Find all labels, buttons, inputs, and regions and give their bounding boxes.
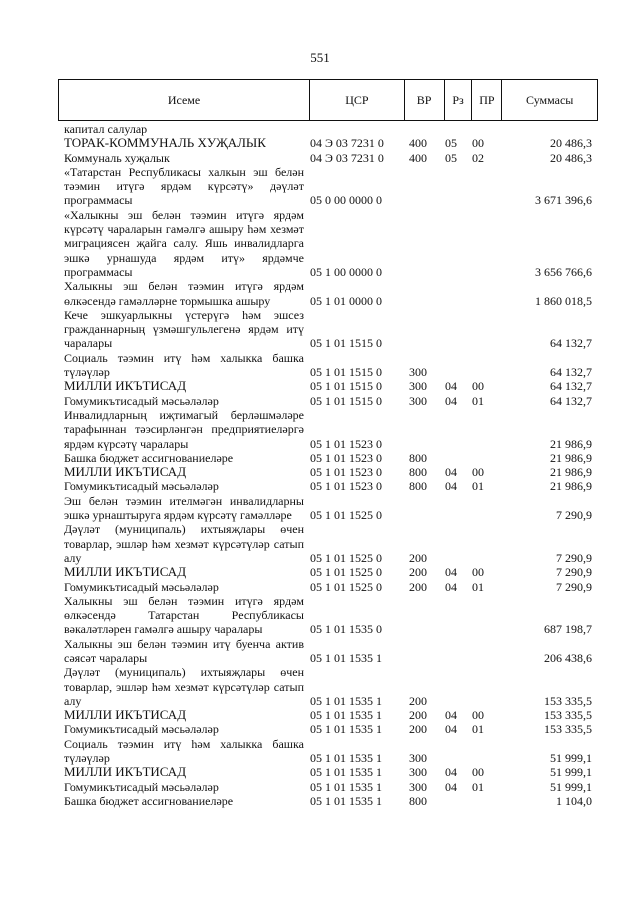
row-sum: 64 132,7: [550, 336, 592, 351]
table-row: [64, 479, 620, 493]
row-rz: 04: [445, 779, 457, 794]
row-rz: 05: [445, 150, 457, 165]
row-name: Гомумикътисадый мәсьәләләр: [64, 579, 219, 594]
row-name: Социаль тәэмин итү һәм халыкка башка түләүләр: [64, 350, 304, 380]
row-pr: 01: [472, 779, 484, 794]
row-pr: 00: [472, 379, 484, 394]
row-csr: 05 1 01 1515 0: [310, 393, 382, 408]
row-csr: 05 1 01 1523 0: [310, 436, 382, 451]
row-csr: 05 1 01 1535 1: [310, 793, 382, 808]
row-sum: 7 290,9: [556, 508, 592, 523]
header-pr: ПР: [472, 80, 502, 120]
row-rz: 04: [445, 465, 457, 480]
row-csr: 05 1 01 1525 0: [310, 508, 382, 523]
table-row: [64, 494, 620, 523]
row-rz: 04: [445, 565, 457, 580]
row-vr: 400: [409, 150, 427, 165]
row-name: Инвалидларның иҗтимагый берләшмәләре тарафыннан тәэсирләнгән предприятиеләргә ярдәм күрсәтү чаралары: [64, 407, 304, 451]
row-vr: 300: [409, 379, 427, 394]
row-pr: 01: [472, 479, 484, 494]
row-sum: 20 486,3: [550, 150, 592, 165]
row-sum: 7 290,9: [556, 579, 592, 594]
row-sum: 3 671 396,6: [535, 193, 592, 208]
table-row: [64, 765, 620, 779]
row-vr: 800: [409, 450, 427, 465]
row-pr: 01: [472, 393, 484, 408]
table-row: [64, 279, 620, 308]
row-sum: 21 986,9: [550, 465, 592, 480]
row-sum: 21 986,9: [550, 479, 592, 494]
row-sum: 51 999,1: [550, 779, 592, 794]
row-name: «Татарстан Республикасы халкын эш белән тәэмин итүгә ярдәм күрсәтү» дәүләт программасы: [64, 164, 304, 208]
header-sum: Суммасы: [526, 92, 574, 107]
header-rz: Рз: [445, 80, 473, 120]
row-csr: 05 1 01 1535 1: [310, 708, 382, 723]
row-vr: 200: [409, 708, 427, 723]
row-name: Халыкны эш белән тәэмин итүгә ярдәм өлкәсендә гамәлләрне тормышка ашыру: [64, 279, 304, 308]
table-row: [64, 794, 620, 808]
row-name: Социаль тәэмин итү һәм халыкка башка түләүләр: [64, 736, 304, 766]
row-name: Гомумикътисадый мәсьәләләр: [64, 479, 219, 494]
table-row: [64, 122, 620, 136]
row-rz: 04: [445, 708, 457, 723]
row-sum: 7 290,9: [556, 550, 592, 565]
row-pr: 01: [472, 579, 484, 594]
row-name: Башка бюджет ассигнованиеләре: [64, 450, 234, 465]
row-name: МИЛЛИ ИКЪТИСАД: [64, 464, 187, 480]
row-sum: 20 486,3: [550, 136, 592, 151]
page-number: 551: [310, 50, 330, 65]
row-sum: 3 656 766,6: [535, 264, 592, 279]
table-row: [64, 565, 620, 579]
row-sum: 64 132,7: [550, 365, 592, 380]
row-sum: 153 335,5: [544, 708, 592, 723]
row-sum: 1 860 018,5: [535, 293, 592, 308]
row-sum: 7 290,9: [556, 565, 592, 580]
row-csr: 05 1 01 1525 0: [310, 579, 382, 594]
table-row: [64, 665, 620, 708]
row-name: Дәүләт (муниципаль) ихтыяҗлары өчен товарлар, эшләр һәм хезмәт күрсәтүләр сатып алу: [64, 665, 304, 708]
row-csr: 05 1 01 1515 0: [310, 365, 382, 380]
row-vr: 300: [409, 779, 427, 794]
row-rz: 04: [445, 722, 457, 737]
row-sum: 687 198,7: [544, 622, 592, 637]
row-csr: 05 1 01 1535 1: [310, 722, 382, 737]
row-vr: 800: [409, 465, 427, 480]
row-csr: 05 1 01 1535 1: [310, 765, 382, 780]
row-vr: 300: [409, 765, 427, 780]
row-pr: 00: [472, 708, 484, 723]
table-row: [64, 637, 620, 666]
row-name: капитал салулар: [64, 122, 148, 136]
row-vr: 300: [409, 751, 427, 766]
table-row: [64, 780, 620, 794]
table-row: [64, 737, 620, 766]
table-row: [64, 308, 620, 351]
table-row: [64, 451, 620, 465]
row-name: Гомумикътисадый мәсьәләләр: [64, 779, 219, 794]
row-name: Коммуналь хуҗалык: [64, 150, 170, 165]
row-name: Кече эшкуарлыкны үстерүгә һәм эшсез гражданнарның үзмәшгульлегенә ярдәм итү чаралары: [64, 307, 304, 351]
table-row: [64, 394, 620, 408]
row-pr: 00: [472, 136, 484, 151]
row-sum: 153 335,5: [544, 722, 592, 737]
table-row: [64, 722, 620, 736]
table-row: [64, 136, 620, 150]
row-name: Гомумикътисадый мәсьәләләр: [64, 393, 219, 408]
table-row: [64, 379, 620, 393]
header-vr: ВР: [405, 80, 445, 120]
row-vr: 200: [409, 722, 427, 737]
row-csr: 05 1 01 1523 0: [310, 479, 382, 494]
table-row: [64, 522, 620, 565]
row-sum: 51 999,1: [550, 751, 592, 766]
row-csr: 04 Э 03 7231 0: [310, 136, 384, 151]
row-rz: 04: [445, 579, 457, 594]
row-csr: 05 1 01 1515 0: [310, 336, 382, 351]
table-row: [64, 465, 620, 479]
table-row: [64, 351, 620, 380]
row-sum: 21 986,9: [550, 436, 592, 451]
row-csr: 05 1 01 1525 0: [310, 565, 382, 580]
row-name: «Халыкны эш белән тәэмин итүгә ярдәм күрсәтү чараларын гамәлгә ашыру һәм хезмәт миграциясен җайга салу. Яшь инвалидларга эшкә урнашуда ярдәм итү» ярдәмче программасы: [64, 207, 304, 279]
row-pr: 00: [472, 765, 484, 780]
table-row: [64, 151, 620, 165]
row-vr: 200: [409, 565, 427, 580]
row-csr: 05 1 01 1523 0: [310, 450, 382, 465]
row-vr: 300: [409, 393, 427, 408]
header-name: Исеме: [59, 80, 310, 120]
row-vr: 300: [409, 365, 427, 380]
row-csr: 05 1 01 1525 0: [310, 550, 382, 565]
row-csr: 05 1 01 1535 1: [310, 650, 382, 665]
row-rz: 04: [445, 479, 457, 494]
row-pr: 00: [472, 465, 484, 480]
table-row: [64, 165, 620, 208]
row-csr: 05 0 00 0000 0: [310, 193, 382, 208]
table-row: [64, 208, 620, 279]
row-name: Эш белән тәэмин ителмәгән инвалидларны эшкә урнаштыруга ярдәм күрсәтү гамәлләре: [64, 493, 304, 523]
row-name: Гомумикътисадый мәсьәләләр: [64, 722, 219, 737]
row-pr: 02: [472, 150, 484, 165]
row-csr: 05 1 01 1535 0: [310, 622, 382, 637]
row-sum: 64 132,7: [550, 379, 592, 394]
table-header: [58, 79, 598, 121]
row-vr: 200: [409, 579, 427, 594]
row-pr: 01: [472, 722, 484, 737]
row-csr: 05 1 01 1535 1: [310, 751, 382, 766]
row-csr: 05 1 00 0000 0: [310, 264, 382, 279]
row-vr: 400: [409, 136, 427, 151]
row-sum: 21 986,9: [550, 450, 592, 465]
row-name: Башка бюджет ассигнованиеләре: [64, 793, 234, 808]
row-sum: 51 999,1: [550, 765, 592, 780]
row-vr: 800: [409, 793, 427, 808]
row-csr: 05 1 01 1535 1: [310, 693, 382, 708]
table-body: [64, 122, 620, 808]
row-sum: 1 104,0: [556, 793, 592, 808]
table-row: [64, 408, 620, 451]
row-name: Халыкны эш белән тәэмин итү буенча актив сәясәт чаралары: [64, 636, 304, 665]
row-vr: 200: [409, 550, 427, 565]
row-sum: 153 335,5: [544, 693, 592, 708]
row-rz: 05: [445, 136, 457, 151]
row-pr: 00: [472, 565, 484, 580]
row-csr: 05 1 01 1515 0: [310, 379, 382, 394]
row-csr: 05 1 01 1535 1: [310, 779, 382, 794]
row-vr: 200: [409, 693, 427, 708]
row-name: ТОРАК-КОММУНАЛЬ ХУҖАЛЫК: [64, 135, 266, 151]
row-rz: 04: [445, 393, 457, 408]
row-csr: 05 1 01 0000 0: [310, 293, 382, 308]
table-row: [64, 708, 620, 722]
row-name: Дәүләт (муниципаль) ихтыяҗлары өчен товарлар, эшләр һәм хезмәт күрсәтүләр сатып алу: [64, 522, 304, 565]
row-vr: 800: [409, 479, 427, 494]
row-sum: 64 132,7: [550, 393, 592, 408]
table-row: [64, 580, 620, 594]
row-sum: 206 438,6: [544, 650, 592, 665]
row-csr: 04 Э 03 7231 0: [310, 150, 384, 165]
header-csr: ЦСР: [310, 80, 405, 120]
row-name: МИЛЛИ ИКЪТИСАД: [64, 378, 187, 394]
row-name: Халыкны эш белән тәэмин итүгә ярдәм өлкәсендә Татарстан Республикасы вәкаләтләрен гамәлгә ашыру чаралары: [64, 593, 304, 637]
row-rz: 04: [445, 379, 457, 394]
row-name: МИЛЛИ ИКЪТИСАД: [64, 707, 187, 723]
row-csr: 05 1 01 1523 0: [310, 465, 382, 480]
row-name: МИЛЛИ ИКЪТИСАД: [64, 564, 187, 580]
table-row: [64, 594, 620, 637]
row-rz: 04: [445, 765, 457, 780]
row-name: МИЛЛИ ИКЪТИСАД: [64, 764, 187, 780]
